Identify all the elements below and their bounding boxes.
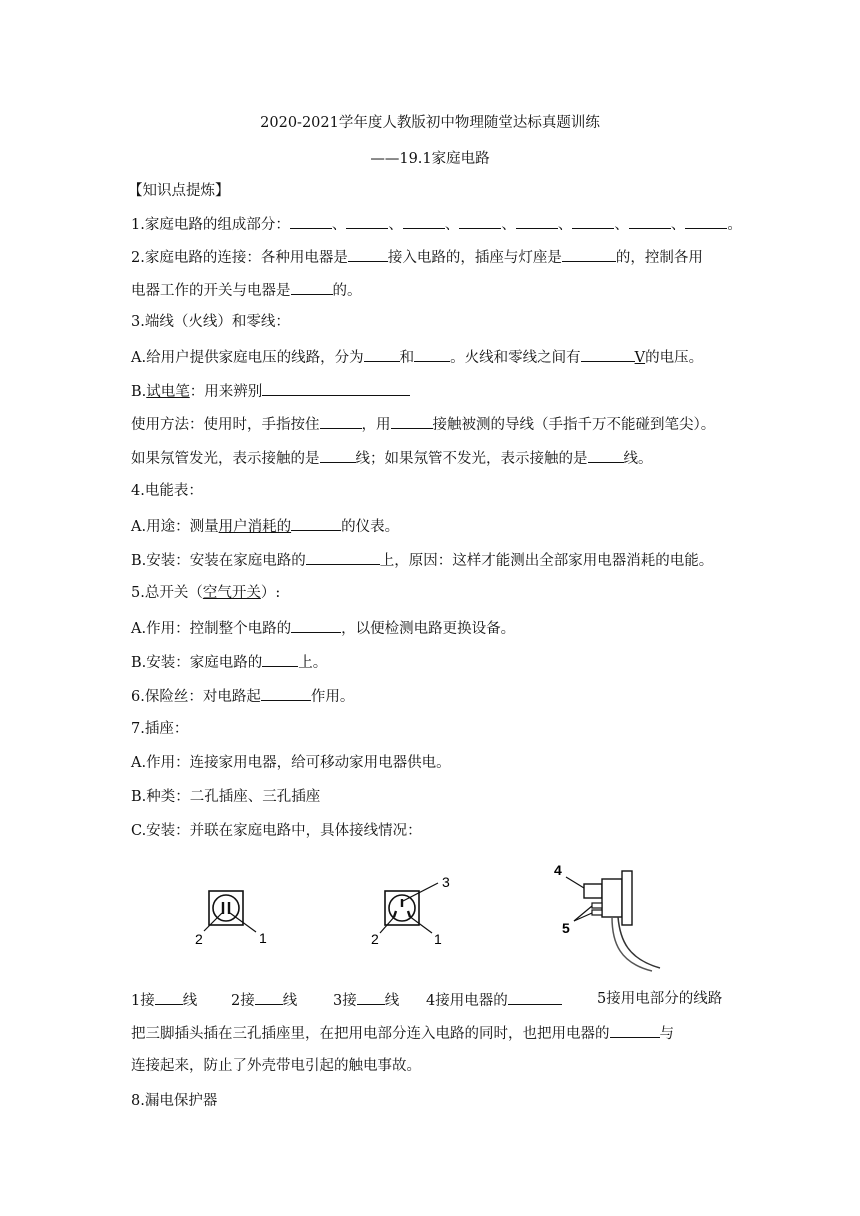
callout-3: 3接 线 bbox=[333, 989, 399, 1011]
item-7c: C.安装：并联在家庭电路中，具体接线情况： bbox=[131, 823, 422, 839]
item-2-connection-cont: 电器工作的开关与电器是 的。 bbox=[131, 279, 362, 301]
item-4b: B.安装：安装在家庭电路的 上，原因：这样才能测出全部家用电器消耗的电能。 bbox=[131, 549, 713, 571]
doc-subtitle: ——19.1家庭电路 bbox=[370, 151, 490, 167]
item-7-grounding-cont: 连接起来，防止了外壳带电引起的触电事故。 bbox=[131, 1058, 421, 1074]
fig1-label-1: 1 bbox=[259, 930, 267, 946]
item-5b: B.安装：家庭电路的 上。 bbox=[131, 651, 327, 673]
item-7a: A.作用：连接家用电器，给可移动家用电器供电。 bbox=[131, 755, 451, 771]
item-1-text: 1.家庭电路的组成部分： bbox=[131, 217, 290, 233]
socket-figures bbox=[0, 855, 860, 980]
item-3d: 如果氖管发光，表示接触的是 线；如果氖管不发光，表示接触的是 线。 bbox=[131, 447, 653, 469]
item-5-heading: 5.总开关（空气开关）: bbox=[131, 585, 281, 601]
fig1-label-2: 2 bbox=[195, 931, 203, 947]
callout-2: 2接 线 bbox=[231, 989, 297, 1011]
fig2-label-1: 1 bbox=[434, 931, 442, 947]
callout-1: 1接 线 bbox=[131, 989, 197, 1011]
callout-5: 5接用电部分的线路 bbox=[597, 991, 723, 1007]
item-2-connection: 2.家庭电路的连接：各种用电器是 接入电路的，插座与灯座是 的，控制各用 bbox=[131, 246, 703, 268]
three-hole-socket-figure bbox=[368, 871, 468, 955]
item-3-heading: 3.端线（火线）和零线： bbox=[131, 314, 290, 330]
item-7-heading: 7.插座： bbox=[131, 721, 189, 737]
fig2-label-2: 2 bbox=[371, 931, 379, 947]
fig2-label-3: 3 bbox=[442, 874, 450, 890]
item-5a: A.作用：控制整个电路的 ，以便检测电路更换设备。 bbox=[131, 617, 515, 639]
item-4a: A.用途：测量用户消耗的 的仪表。 bbox=[131, 515, 399, 537]
fig3-label-5: 5 bbox=[562, 920, 570, 936]
item-1-components: 1.家庭电路的组成部分： 、 、 、 、 、 、 、 。 bbox=[131, 213, 742, 235]
socket-callouts bbox=[131, 989, 731, 1009]
item-3b: B.试电笔：用来辨别 bbox=[131, 380, 410, 402]
doc-title: 2020-2021学年度人教版初中物理随堂达标真题训练 bbox=[260, 115, 600, 131]
three-pin-plug-figure bbox=[548, 855, 678, 980]
item-7-grounding: 把三脚插头插在三孔插座里，在把用电部分连入电路的同时，也把用电器的 与 bbox=[131, 1022, 674, 1044]
item-3c: 使用方法：使用时，手指按住 ，用 接触被测的导线（手指千万不能碰到笔尖）。 bbox=[131, 413, 715, 435]
item-8-heading: 8.漏电保护器 bbox=[131, 1093, 218, 1109]
item-4-heading: 4.电能表： bbox=[131, 483, 203, 499]
item-3a: A.给用户提供家庭电压的线路，分为 和 。火线和零线之间有 V的电压。 bbox=[131, 346, 703, 368]
two-hole-socket-figure bbox=[190, 875, 280, 955]
item-7b: B.种类：二孔插座、三孔插座 bbox=[131, 789, 321, 805]
callout-4: 4接用电器的 bbox=[426, 989, 562, 1011]
fig3-label-4: 4 bbox=[554, 862, 562, 878]
item-6: 6.保险丝：对电路起 作用。 bbox=[131, 685, 354, 707]
section-heading: 【知识点提炼】 bbox=[128, 183, 230, 199]
